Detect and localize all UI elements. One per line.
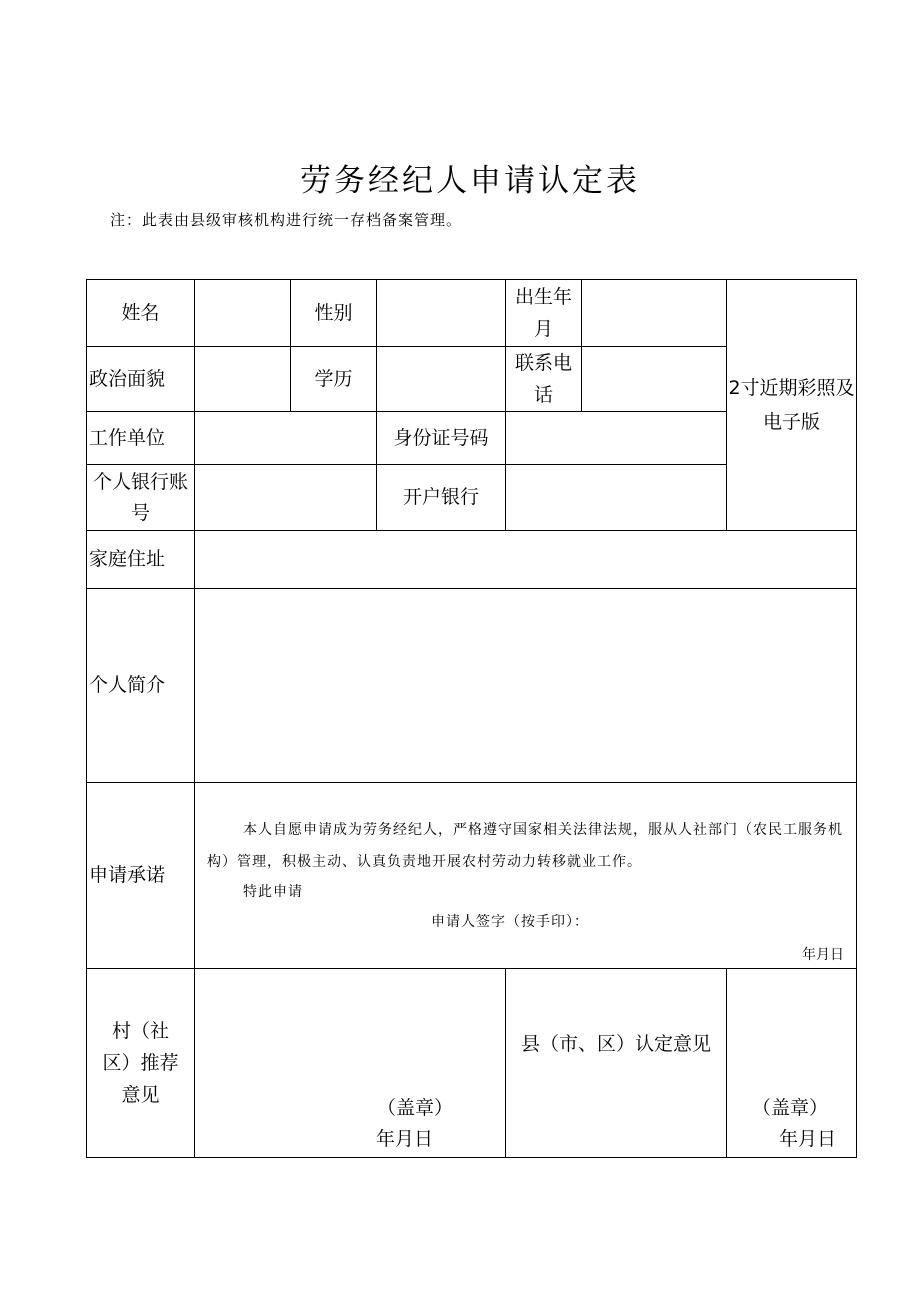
address-field[interactable] — [195, 531, 857, 589]
intro-field[interactable] — [195, 589, 857, 783]
gender-label: 性别 — [291, 280, 377, 347]
phone-label: 联系电话 — [506, 347, 582, 412]
pledge-signature[interactable]: 申请人签字（按手印）： — [431, 914, 589, 930]
pledge-special: 特此申请 — [243, 884, 303, 900]
address-label: 家庭住址 — [87, 531, 195, 589]
bank-account-label: 个人银行账号 — [87, 465, 195, 531]
id-number-field[interactable] — [506, 412, 727, 465]
pledge-date: 年月日 — [802, 947, 844, 963]
workplace-field[interactable] — [195, 412, 377, 465]
education-label: 学历 — [291, 347, 377, 412]
county-opinion-field[interactable] — [727, 969, 857, 1158]
form-title: 劳务经纪人申请认定表 — [300, 163, 640, 199]
name-field[interactable] — [195, 280, 291, 347]
county-opinion-label: 县（市、区）认定意见 — [506, 969, 727, 1158]
pledge-label: 申请承诺 — [87, 783, 195, 969]
photo-box[interactable]: 2寸近期彩照及电子版 — [727, 280, 857, 531]
village-opinion-label: 村（社区）推荐意见 — [87, 969, 195, 1158]
bank-field[interactable] — [506, 465, 727, 531]
village-date: 年月日 — [375, 1128, 433, 1150]
county-seal: （盖章） — [751, 1097, 828, 1119]
intro-label: 个人简介 — [87, 589, 195, 783]
form-note: 注：此表由县级审核机构进行统一存档备案管理。 — [110, 211, 463, 229]
birth-label: 出生年月 — [506, 280, 582, 347]
gender-field[interactable] — [377, 280, 506, 347]
bank-label: 开户银行 — [377, 465, 506, 531]
pledge-cell — [195, 783, 857, 969]
village-opinion-field[interactable] — [195, 969, 506, 1158]
village-seal: （盖章） — [376, 1097, 453, 1119]
politics-label: 政治面貌 — [87, 347, 195, 412]
workplace-label: 工作单位 — [87, 412, 195, 465]
pledge-text: 本人自愿申请成为劳务经纪人，严格遵守国家相关法律法规，服从人社部门（农民工服务机构）管理，积极主动、认真负责地开展农村劳动力转移就业工作。 — [207, 822, 843, 870]
name-label: 姓名 — [87, 280, 195, 347]
birth-field[interactable] — [582, 280, 727, 347]
phone-field[interactable] — [582, 347, 727, 412]
bank-account-field[interactable] — [195, 465, 377, 531]
county-date: 年月日 — [778, 1128, 836, 1150]
id-number-label: 身份证号码 — [377, 412, 506, 465]
education-field[interactable] — [377, 347, 506, 412]
politics-field[interactable] — [195, 347, 291, 412]
application-form-table — [86, 279, 857, 1158]
